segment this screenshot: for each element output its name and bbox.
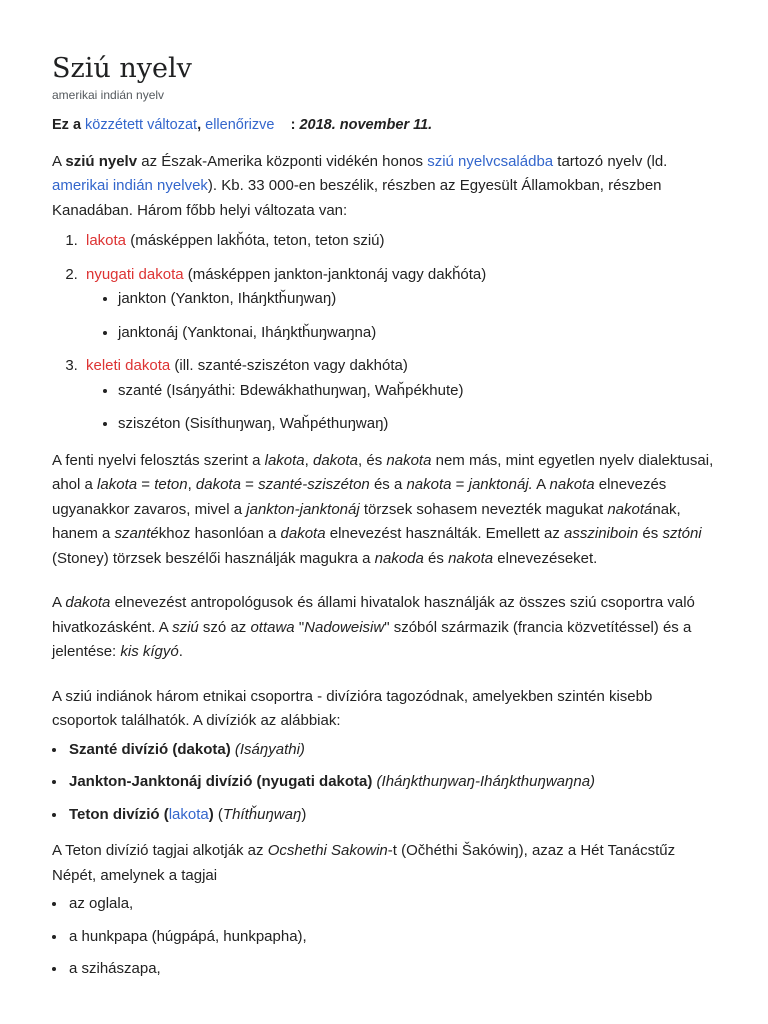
text-run: (Stoney) törzsek beszélői használják magukra a (52, 549, 375, 567)
dialect-paragraph (52, 449, 720, 572)
dialect-item (82, 229, 720, 254)
member-item: • az oglala, (67, 892, 720, 917)
verified-prefix: Ez a (52, 117, 82, 133)
italic-term: nakota (549, 476, 595, 493)
teton-paragraph (52, 839, 720, 888)
paren: ) (301, 805, 307, 823)
text-run: elnevezés ugyanakkor zavaros, mivel a (52, 476, 667, 518)
subdialect-item: • jankton (Yankton, Iháŋktȟuŋwaŋ) (118, 287, 720, 312)
text-run: . (178, 643, 183, 660)
italic-term: dakota (280, 525, 326, 542)
text-run: , és (358, 451, 387, 469)
checked-link[interactable]: ellenőrizve (205, 117, 275, 133)
division-item (67, 738, 720, 763)
italic-term: szanté-sziszéton (258, 476, 370, 493)
italic-term: lakota (97, 476, 138, 493)
text-run: , (304, 451, 313, 469)
italic-term: dakota (65, 594, 111, 611)
italic-term: assziniboin (564, 525, 639, 542)
text-run: A (52, 594, 66, 611)
text-run: elnevezéseket. (493, 549, 598, 567)
verified-notice (52, 113, 720, 138)
italic-term: janktonáj. (468, 476, 533, 493)
verified-date: 2018. november 11. (299, 117, 433, 133)
text-run: " (294, 618, 305, 636)
intro-bold-name: sziú nyelv (65, 152, 138, 170)
italic-term: teton (154, 476, 188, 493)
division-item (67, 803, 720, 828)
text-run: -t (Očhéthi Šakówiŋ), azaz a Hét Tanácstűz Népét, amelynek a tagjai (52, 842, 676, 884)
dialect-desc: (ill. szanté-sziszéton vagy dakhóta) (170, 357, 408, 374)
indian-languages-link[interactable]: amerikai indián nyelvek (52, 177, 208, 194)
italic-term: Ocshethi Sakowin (267, 842, 388, 859)
published-version-link[interactable]: közzétett változat (85, 117, 198, 133)
dialect-item (82, 263, 720, 346)
italic-term: Nadoweisiw (304, 618, 385, 636)
text-run: szó az (198, 618, 251, 636)
text-run: és a (369, 476, 407, 493)
division-link-lakota[interactable]: lakota (168, 805, 209, 823)
division-item (67, 770, 720, 795)
paren: ( (217, 805, 223, 823)
etymology-paragraph (52, 591, 720, 665)
text-run: khoz hasonlóan a (158, 525, 281, 542)
italic-term: nakota (406, 476, 452, 493)
verified-comma: , (197, 117, 202, 133)
division-native-name: (Isáŋyathi) (234, 740, 305, 758)
intro-text-2: az Észak-Amerika központi vidékén honos (137, 152, 428, 170)
italic-term: nakoda (374, 549, 424, 567)
italic-term: sztóni (662, 525, 702, 542)
member-list (52, 892, 720, 982)
division-name: Szanté divízió (dakota) (69, 740, 231, 758)
language-family-link[interactable]: sziú nyelvcsaládba (427, 152, 554, 170)
italic-term: nakota (448, 549, 494, 567)
dialect-link-eastern-dakota[interactable]: keleti dakota (86, 357, 171, 374)
division-native-name: Thítȟuŋwaŋ (222, 805, 302, 823)
division-name: Jankton-Janktonáj divízió (nyugati dakota) (69, 773, 373, 790)
division-native-name: (Iháŋkthuŋwaŋ-Iháŋkthuŋwaŋna) (376, 773, 596, 790)
text-run: , (187, 476, 196, 493)
member-item: • a hunkpapa (húgpápá, hunkpapha), (67, 925, 720, 950)
intro-paragraph (52, 150, 720, 224)
italic-term: szanté (114, 525, 159, 542)
italic-term: dakota (195, 476, 241, 493)
divisions-intro-paragraph: A sziú indiánok három etnikai csoportra - divízióra tagozódnak, amelyekben szintén kisebb csoportok találhatók. A divíziók az alábbiak: (52, 687, 653, 729)
intro-text-4: ). Kb. 33 000-en beszélik, részben az Egyesült Államokban, részben Kanadában. Három főbb helyi változata van: (52, 177, 662, 219)
subdialect-item: • janktonáj (Yanktonai, Iháŋktȟuŋwaŋna) (118, 321, 720, 346)
italic-term: jankton-janktonáj (246, 500, 360, 518)
text-run: A Teton divízió tagjai alkotják az (52, 842, 268, 859)
dialect-desc: (másképpen jankton-janktonáj vagy dakȟóta) (183, 265, 487, 283)
italic-term: nakotá (607, 500, 653, 518)
text-run: elnevezést antropológusok és állami hivatalok használják az összes sziú csoportra való hivatkozásként. A (52, 594, 695, 636)
dialect-link-lakota[interactable]: lakota (86, 232, 127, 249)
text-run: = (137, 476, 155, 493)
text-run: nem más, mint egyetlen nyelv dialektusai, ahol a (52, 451, 714, 493)
verified-colon: : (290, 117, 296, 133)
division-name-end: ) (208, 805, 214, 823)
subdialect-item: • szanté (Isáŋyáthi: Bdewákhathuŋwaŋ, Waȟpékhute) (118, 379, 720, 404)
article-body (52, 113, 720, 982)
dialect-link-western-dakota[interactable]: nyugati dakota (86, 265, 184, 283)
intro-text-3: tartozó nyelv (ld. (553, 152, 668, 170)
page-subtitle: amerikai indián nyelv (52, 88, 165, 102)
text-run: " szóból származik (francia közvetítéssel) és a jelentése: (52, 618, 692, 660)
italic-term: lakota (264, 451, 305, 469)
text-run: elnevezést használták. Emellett az (325, 525, 565, 542)
italic-term: dakota (312, 451, 359, 469)
italic-term: nakota (386, 451, 432, 469)
italic-term: ottawa (250, 618, 295, 636)
intro-text-1: A (52, 152, 66, 170)
dialect-desc: (másképpen lakȟóta, teton, teton sziú) (126, 232, 385, 249)
italic-term: kis kígyó (120, 643, 179, 660)
italic-term: sziú (172, 618, 199, 636)
division-list (52, 738, 720, 828)
dialect-list (52, 229, 720, 437)
member-item: • a szihászapa, (67, 957, 720, 982)
text-run: A fenti nyelvi felosztás szerint a (52, 451, 265, 469)
text-run: és (638, 525, 663, 542)
text-run: törzsek sohasem nevezték magukat (359, 500, 608, 518)
text-run: = (240, 476, 259, 493)
subdialect-item: • sziszéton (Sisíthuŋwaŋ, Waȟpéthuŋwaŋ) (118, 412, 720, 437)
dialect-item (82, 354, 720, 437)
text-run: nak, hanem a (52, 500, 681, 542)
text-run: = (451, 476, 469, 493)
text-run: A (532, 476, 550, 493)
subdialect-list (86, 287, 720, 345)
text-run: és (423, 549, 449, 567)
subdialect-list (86, 379, 720, 437)
division-name: Teton divízió ( (69, 805, 169, 823)
page-title: Sziú nyelv (52, 53, 192, 84)
